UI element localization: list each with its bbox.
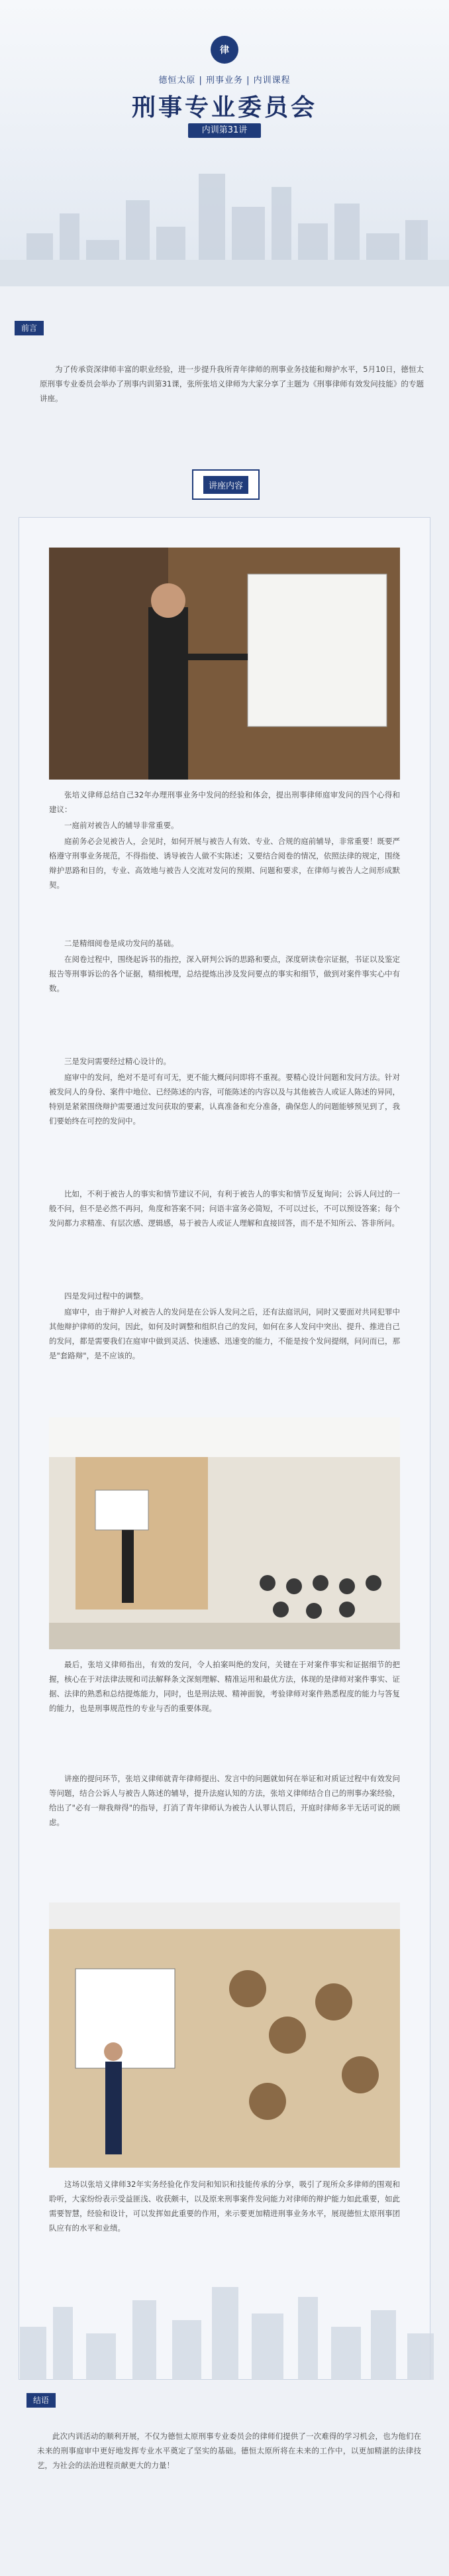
point-2-heading: 二是精细阅卷是成功发问的基础。 [64, 939, 179, 948]
hero-subtitle: 德恒太原 | 刑事业务 | 内训课程 [158, 76, 291, 86]
point-4-heading: 四是发问过程中的调整。 [64, 1291, 148, 1301]
lecture-content-tag [192, 469, 260, 500]
intro-paragraph: 张培义律师总结自己32年办理刑事业务中发问的经验和体会，提出刑事律师庭审发问的四个心得和建议： [49, 790, 400, 814]
point-3-example: 比如，不利于被告人的事实和情节建议不问，有利于被告人的事实和情节反复询问；公诉人问过的一般不问，但不是必然不再问，角度和答案不同；问语丰富务必简短，不可以过长，不可以预设答案；每个发问都力求精准、有层次感、逻辑感，易于被告人或证人理解和直接回答，而不是不知所云、答非所问。 [49, 1189, 400, 1228]
hero-banner [0, 0, 449, 286]
point-3-text: 庭审中的发问，绝对不是可有可无，更不能大概问问即将不重视。要精心设计问题和发问方法。针对被发问人的身份、案件中地位、已经陈述的内容，可能陈述的内容以及与其他被告人或证人陈述的异同，特别是紧紧围绕辩护需要通过发问获取的要素，认真准备和充分准备，确保您人的问题能够预见到了，我们要始终在可控的发问中。 [49, 1073, 400, 1126]
lecture-content-label: 讲座内容 [203, 476, 248, 494]
issue-badge: 内训第31讲 [188, 123, 261, 138]
summary-paragraph: 最后，张培义律师指出，有效的发问，令人拍案叫绝的发问，关键在于对案件事实和证据细节的把握，核心在于对法律法规和司法解释条文深刻理解、精准运用和最优方法，体现的是律师对案件事实、证据、法律的熟悉和总结提炼能力，同时，也是刑法规、精神面貌，考验律师对案件熟悉程度的能力与答复的能力，也是刑事规范性的专业与否的重要体现。 [49, 1660, 400, 1713]
point-4-text: 庭审中，由于辩护人对被告人的发问是在公诉人发问之后，还有法庭讯问，同时又要面对共同犯罪中其他辩护律师的发问，因此，如何及时调整和组织自己的发问，如何在多人发问中突出、提升、推进自己的发问，都是需要我们在庭审中做到灵活、快速感、迅速变的能力，不能是按个发问提纲，问问而已，那是"套路辩"，是不应该的。 [49, 1307, 400, 1360]
page-title: 刑事专业委员会 [131, 93, 317, 121]
city-skyline-illustration [0, 160, 449, 286]
point-3-heading: 三是发问需要经过精心设计的。 [64, 1057, 171, 1066]
firm-logo [211, 36, 238, 64]
closing-text: 此次内训活动的顺利开展，不仅为德恒太原刑事专业委员会的律师们提供了一次难得的学习机会，也为他们在未来的刑事庭审中更好地发挥专业水平奠定了坚实的基础。德恒太原所将在未来的工作中，以更加精湛的法律技艺，为社会的法治进程贡献更大的力量！ [37, 2431, 421, 2470]
point-1-heading: 一庭前对被告人的辅导非常重要。 [64, 821, 179, 830]
point-1-text: 庭前务必会见被告人，会见时，如何开展与被告人有效、专业、合规的庭前辅导，非常重要！既要严格遵守刑事业务规范，不得指使、诱导被告人做不实陈述；又要结合阅卷的情况，依照法律的规定，围绕辩护思路和目的，专业、高效地与被告人交流对发问的预期、问题和要求，在律师与被告人之间形成默契。 [49, 837, 400, 890]
closing-tag: 结语 [26, 2393, 56, 2408]
preface-tag: 前言 [15, 321, 44, 335]
qa-paragraph: 讲座的提问环节，张培义律师就青年律师提出、发言中的问题就如何在举证和对质证过程中有效发问等问题，结合公诉人与被告人陈述的辅导，提升法庭认知的方法，张培义律师结合自己的刑事办案经验，给出了"必有一辩我辩得"的指导，打消了青年律师认为被告人认罪认罚后，开庭时律师多半无话可说的顾虑。 [49, 1774, 400, 1827]
lecture-photo-3 [49, 1903, 400, 2168]
closing-paragraph: 这场以张培义律师32年实务经验化作发问和知识和技能传承的分享，吸引了现所众多律师的围观和聆听，大家纷纷表示受益匪浅、收获颇丰，以及原来刑事案件发问能力对律师的辩护能力如此重要，如此需要智慧，经验和设计，可以发挥如此重要的作用，来示要更加精进刑事业务水平，展现德恒太原刑事团队应有的水平和业绩。 [49, 2180, 400, 2233]
lecture-photo-2 [49, 1417, 400, 1649]
logo-text: 律 [220, 45, 229, 56]
point-2-text: 在阅卷过程中，围绕起诉书的指控，深入研判公诉的思路和要点，深度研读卷宗证据，书证以及鉴定报告等刑事诉讼的各个证据，精细梳理，总结提炼出涉及发问要点的事实和细节，做到对案件事实心中有数。 [49, 955, 400, 993]
lecture-photo-1 [49, 548, 400, 780]
bottom-skyline-illustration [0, 2280, 449, 2380]
preface-text: 为了传承资深律师丰富的职业经验，进一步提升我所青年律师的刑事业务技能和辩护水平，5月10日，德恒太原刑事专业委员会举办了刑事内训第31课，张所张培义律师为大家分享了主题为《刑事律师有效发问技能》的专题讲座。 [40, 365, 424, 403]
